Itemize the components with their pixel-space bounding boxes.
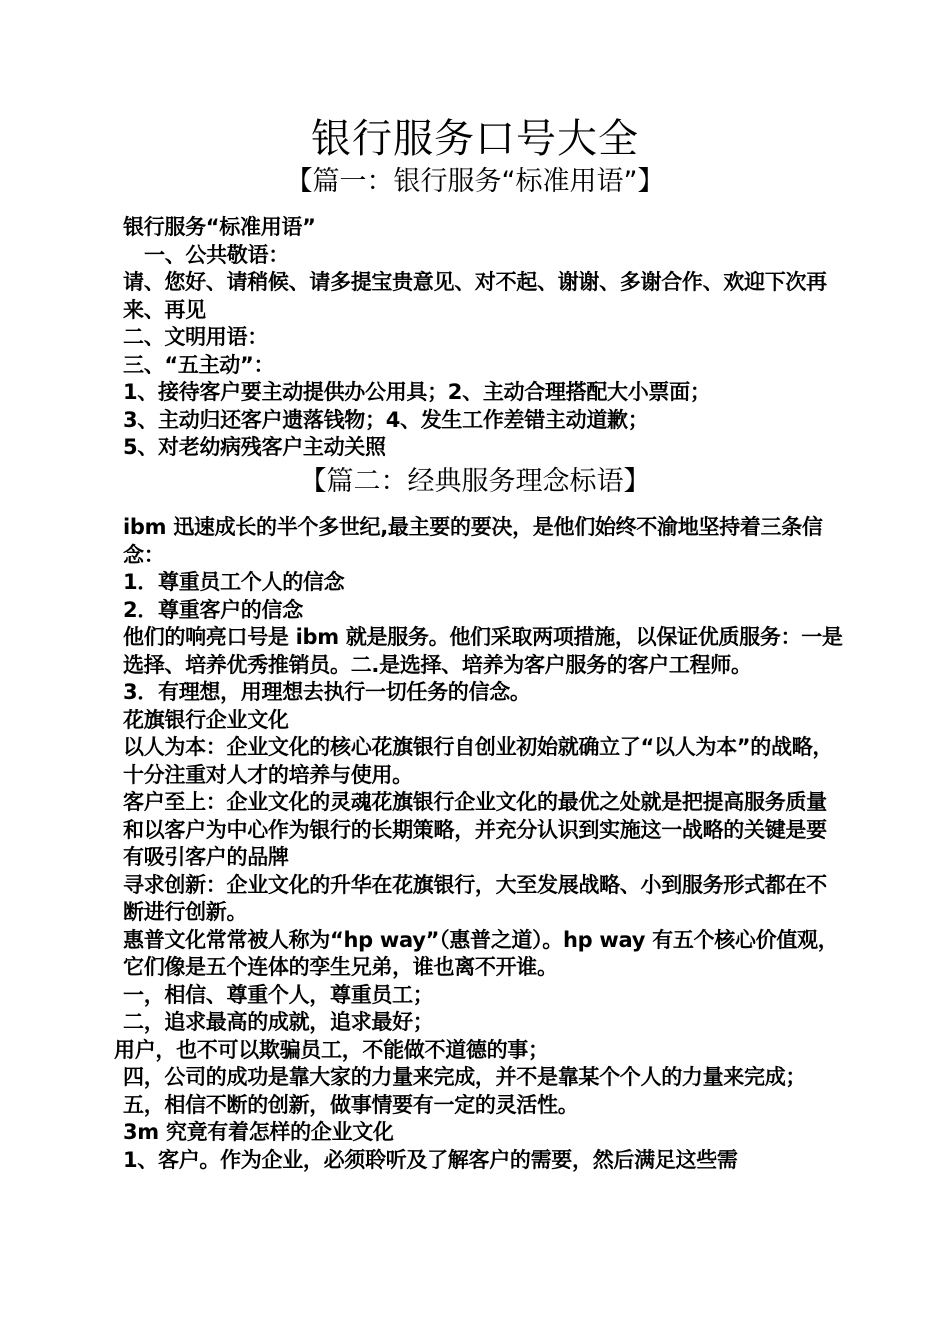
paragraph: 四，公司的成功是靠大家的力量来完成，并不是靠某个个人的力量来完成；五，相信不断的创新，做事情要有一定的灵活性。 — [123, 1065, 807, 1117]
document-title: 银行服务口号大全 — [311, 116, 639, 162]
paragraph: 一，相信、尊重个人，尊重员工； — [123, 982, 434, 1007]
section-2-body — [114, 514, 844, 1174]
paragraph: 寻求创新：企业文化的升华在花旗银行，大至发展战略、小到服务形式都在不断进行创新。 — [123, 872, 827, 924]
section-1-body — [114, 214, 844, 462]
paragraph: 用户，也不可以欺骗员工，不能做不道德的事； — [114, 1037, 549, 1062]
paragraph: 以人为本：企业文化的核心花旗银行自创业初始就确立了“以人为本”的战略，十分注重对人才的培养与使用。 — [123, 735, 834, 787]
paragraph: ibm 迅速成长的半个多世纪,最主要的要决，是他们始终不渝地坚持着三条信念： — [123, 515, 823, 567]
paragraph: 惠普文化常常被人称为“hp way”（惠普之道）。hp way 有五个核心价值观，它们像是五个连体的孪生兄弟，谁也离不开谁。 — [123, 927, 839, 979]
paragraph: 三、“五主动”： — [123, 352, 275, 377]
paragraph: 他们的响亮口号是 ibm 就是服务。他们采取两项措施，以保证优质服务：一是选择、培养优秀推销员。二.是选择、培养为客户服务的客户工程师。 — [123, 625, 843, 677]
paragraph: 1、客户。作为企业，必须聆听及了解客户的需要，然后满足这些需 — [123, 1147, 738, 1172]
paragraph: 5、对老幼病残客户主动关照 — [123, 435, 386, 459]
paragraph: 3、主动归还客户遗落钱物；4、发生工作差错主动道歉； — [123, 407, 649, 432]
section-2-heading: 【篇二：经典服务理念标语】 — [299, 466, 651, 497]
paragraph: 花旗银行企业文化 — [123, 707, 289, 732]
paragraph: 3．有理想，用理想去执行一切任务的信念。 — [123, 680, 531, 704]
paragraph: 二，追求最高的成就，追求最好； — [123, 1010, 434, 1034]
paragraph: 1、接待客户要主动提供办公用具；2、主动合理搭配大小票面； — [123, 380, 711, 404]
paragraph: 一、公共敬语： — [144, 242, 289, 267]
paragraph: 客户至上：企业文化的灵魂花旗银行企业文化的最优之处就是把提高服务质量和以客户为中心作为银行的长期策略，并充分认识到实施这一战略的关键是要有吸引客户的品牌 — [123, 790, 827, 869]
paragraph: 请、您好、请稍候、请多提宝贵意见、对不起、谢谢、多谢合作、欢迎下次再来、再见 — [123, 270, 827, 322]
paragraph: 1．尊重员工个人的信念 — [123, 570, 345, 594]
paragraph: 银行服务“标准用语” — [123, 215, 316, 239]
section-1-heading: 【篇一：银行服务“标准用语”】 — [285, 166, 665, 197]
paragraph: 2．尊重客户的信念 — [123, 597, 303, 622]
paragraph: 二、文明用语： — [123, 325, 268, 349]
paragraph: 3m 究竟有着怎样的企业文化 — [123, 1120, 394, 1144]
